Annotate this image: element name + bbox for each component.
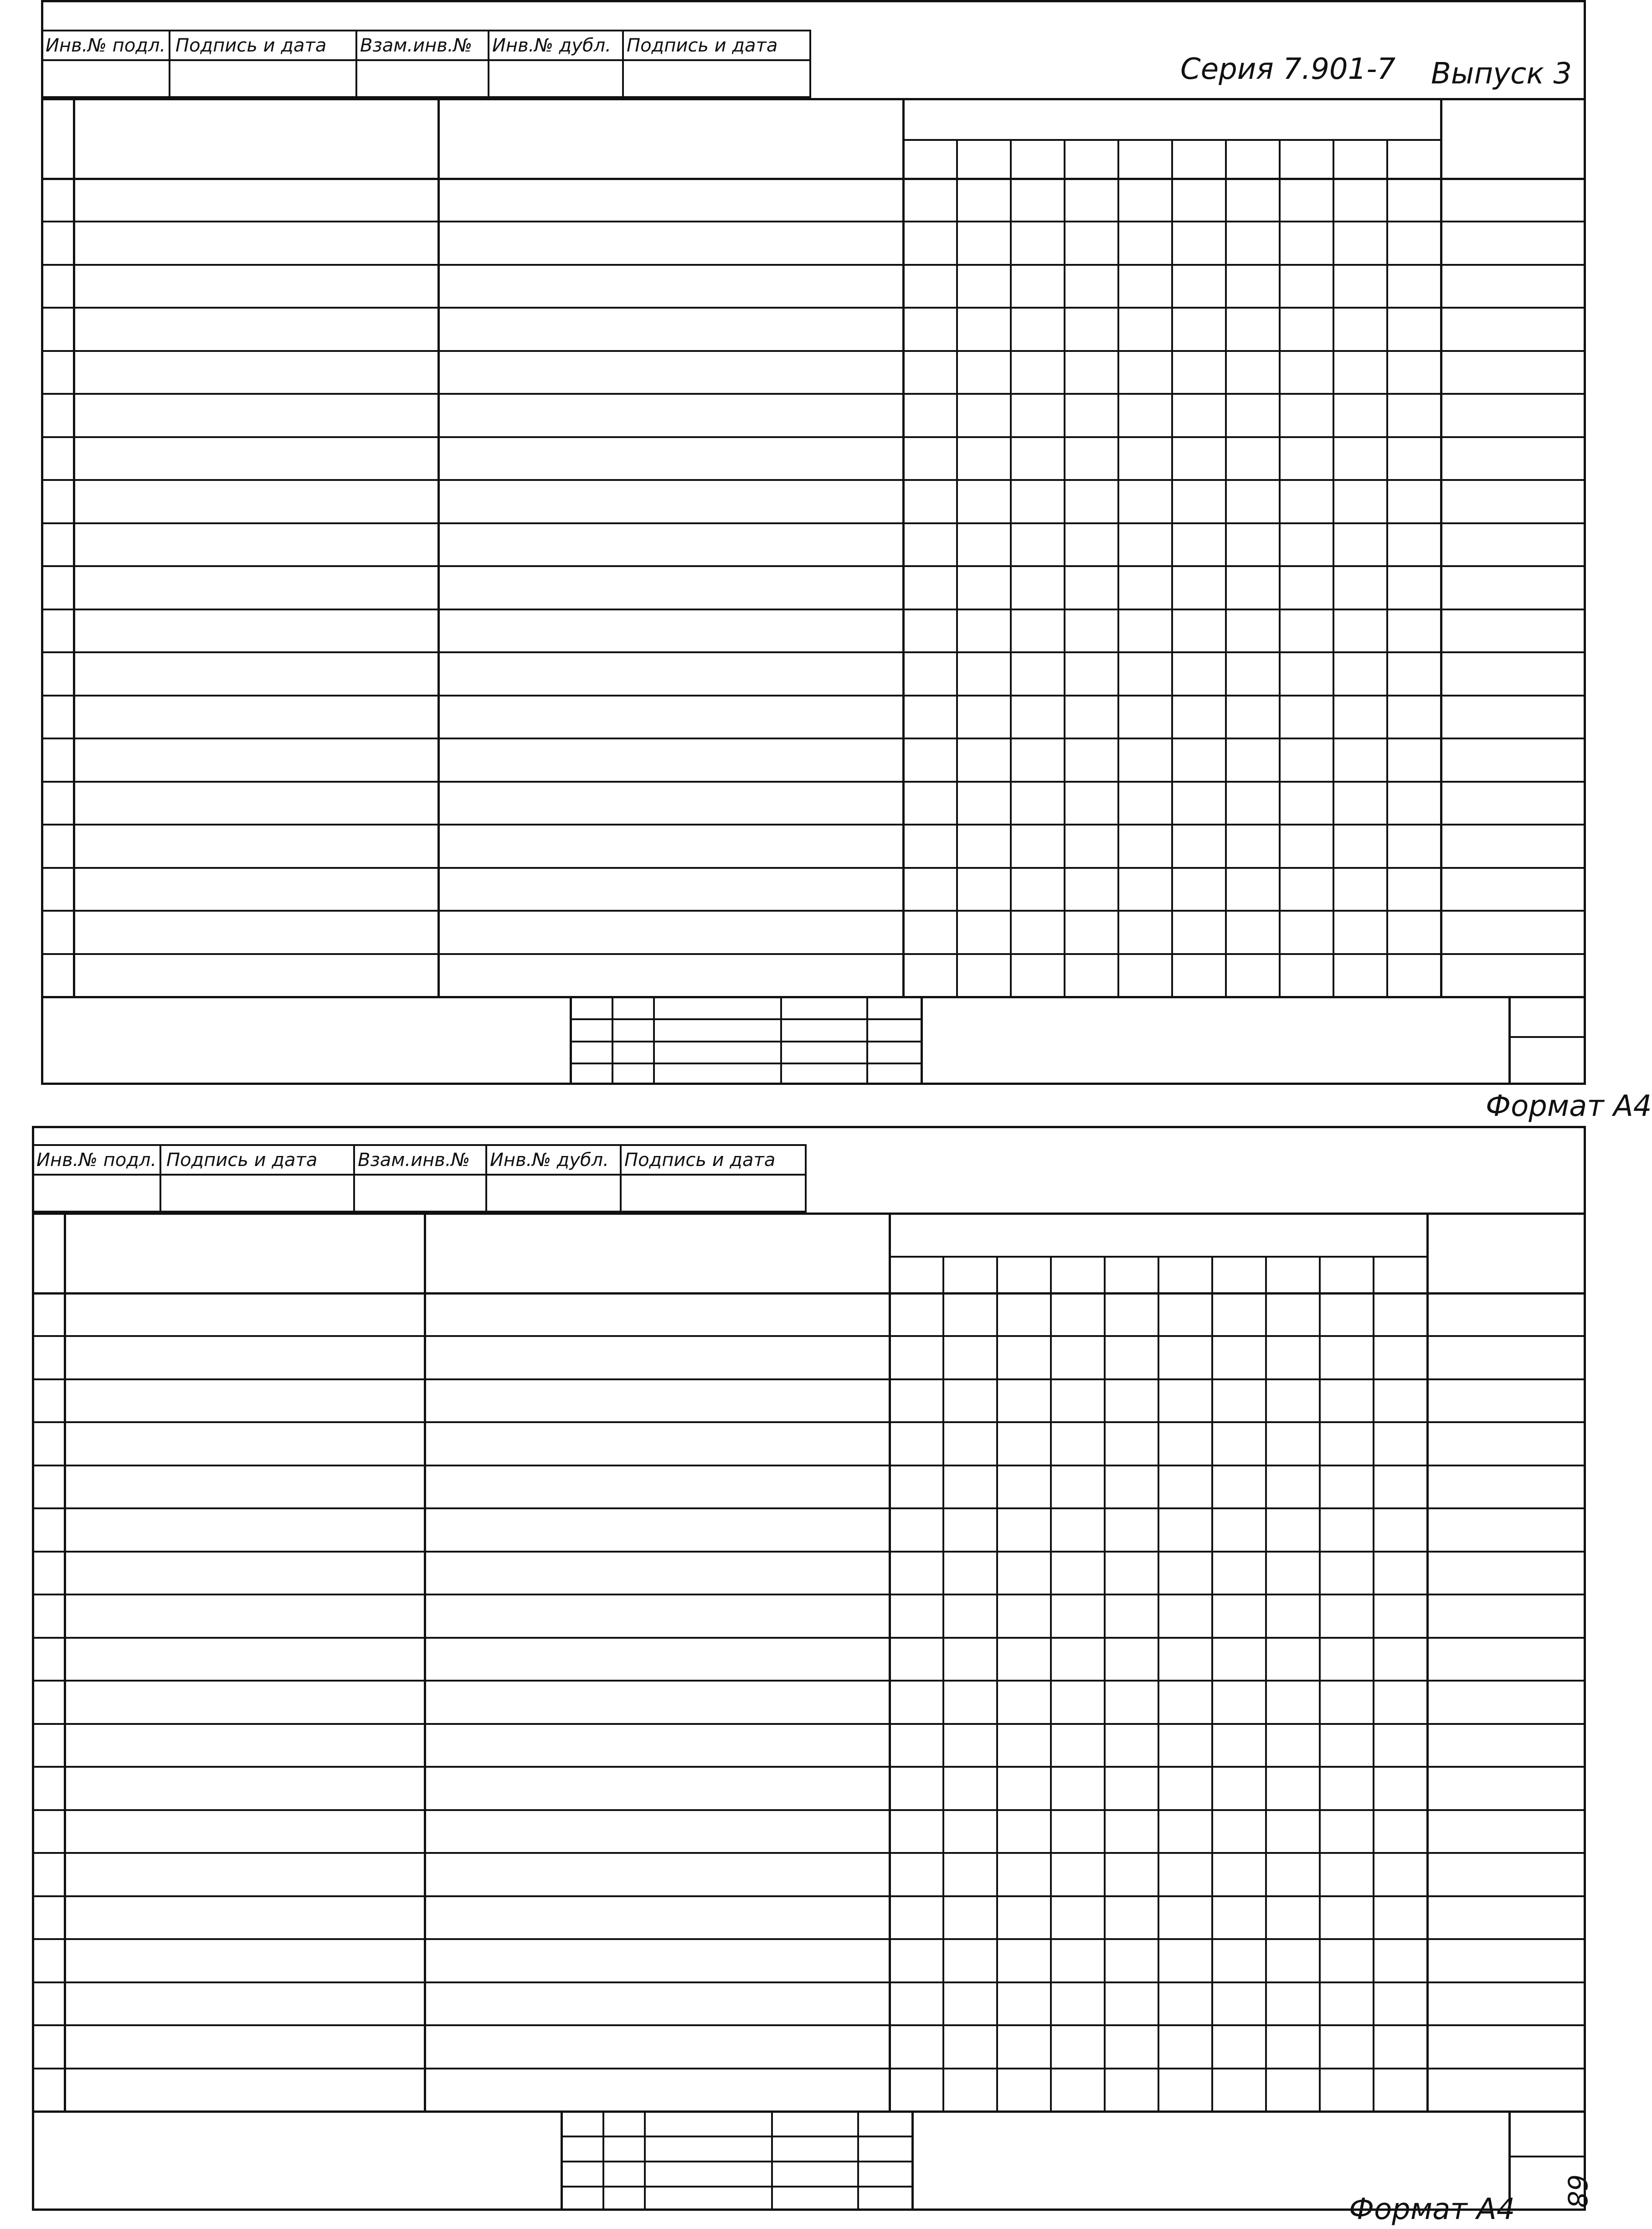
stamp-label: Подпись и дата xyxy=(166,1150,318,1171)
tb-rule xyxy=(570,1041,921,1042)
stamp-label: Подпись и дата xyxy=(624,1150,776,1171)
stamp-label: Подпись и дата xyxy=(175,35,327,56)
table-rule xyxy=(437,98,440,996)
table-rule xyxy=(41,98,1586,100)
table-rule xyxy=(424,1213,426,2110)
table-rule xyxy=(32,1594,1586,1595)
stamp-label: Взам.инв.№ xyxy=(358,1150,470,1171)
corner-page: 68 xyxy=(1562,2174,1593,2208)
table-rule xyxy=(41,522,1586,524)
table-rule xyxy=(41,479,1586,481)
table-rule xyxy=(41,436,1586,438)
table-rule xyxy=(41,307,1586,309)
stamp-label: Инв.№ дубл. xyxy=(490,1150,609,1171)
table-rule xyxy=(902,98,905,996)
stamp-label: Взам.инв.№ xyxy=(360,35,473,56)
tb-rule xyxy=(32,2110,1586,2113)
table-rule xyxy=(32,1680,1586,1682)
tb-rule xyxy=(570,1063,921,1064)
title-block-1 xyxy=(41,996,1586,1085)
table-rule xyxy=(1426,1213,1429,2110)
tb-rule xyxy=(1508,996,1511,1085)
tb-rule xyxy=(561,2161,911,2162)
tb-rule xyxy=(1508,2156,1586,2157)
table-rule xyxy=(32,2068,1586,2069)
table-rule xyxy=(32,1637,1586,1639)
table-rule xyxy=(32,1723,1586,1725)
table-rule xyxy=(32,1507,1586,1509)
table-rule xyxy=(32,1981,1586,1983)
table-rule xyxy=(41,393,1586,395)
table-rule xyxy=(32,1421,1586,1423)
table-rule xyxy=(32,1766,1586,1768)
stamp-label: Инв.№ дубл. xyxy=(492,35,611,56)
table-rule xyxy=(41,221,1586,222)
table-rule xyxy=(32,1335,1586,1337)
table-rule xyxy=(73,98,75,996)
stamp-label: Инв.№ подл. xyxy=(46,35,166,56)
tb-rule xyxy=(921,996,923,1085)
table-rule xyxy=(41,738,1586,739)
table-rule xyxy=(41,178,1586,180)
table-rule xyxy=(32,1551,1586,1553)
tb-rule xyxy=(570,1018,921,1020)
table-rule xyxy=(41,953,1586,955)
table-rule xyxy=(41,264,1586,266)
spec-table-2 xyxy=(32,1213,1586,2110)
table-rule xyxy=(41,350,1586,352)
table-rule xyxy=(41,565,1586,567)
format-label: Формат А4 xyxy=(1486,1089,1652,1123)
table-rule xyxy=(32,1809,1586,1811)
tb-rule xyxy=(911,2110,914,2211)
table-rule xyxy=(32,2024,1586,2026)
table-rule xyxy=(41,695,1586,697)
table-rule xyxy=(32,1895,1586,1897)
table-rule xyxy=(889,1213,891,2110)
stamp-label: Подпись и дата xyxy=(627,35,778,56)
format-label: Формат А4 xyxy=(1349,2193,1515,2226)
table-rule xyxy=(41,824,1586,826)
table-rule xyxy=(41,781,1586,783)
issue-label: Выпуск 3 xyxy=(1431,57,1572,91)
tb-rule xyxy=(561,2186,911,2188)
table-rule xyxy=(32,1292,1586,1295)
spec-table-1 xyxy=(41,98,1586,996)
table-rule xyxy=(41,867,1586,869)
table-rule xyxy=(64,1213,66,2110)
table-rule xyxy=(41,609,1586,610)
series-label: Серия 7.901-7 xyxy=(1180,52,1396,86)
table-rule xyxy=(32,1378,1586,1380)
table-rule xyxy=(41,651,1586,653)
table-rule xyxy=(32,1465,1586,1466)
table-rule xyxy=(32,1938,1586,1940)
table-rule xyxy=(32,1852,1586,1854)
sheet-2 xyxy=(0,1112,1595,2229)
tb-rule xyxy=(561,2136,911,2137)
stamp-label: Инв.№ подл. xyxy=(36,1150,157,1171)
table-rule xyxy=(32,1213,1586,1215)
table-rule xyxy=(41,910,1586,912)
tb-rule xyxy=(41,996,1586,998)
table-rule xyxy=(1440,98,1442,996)
tb-rule xyxy=(1508,1036,1586,1038)
